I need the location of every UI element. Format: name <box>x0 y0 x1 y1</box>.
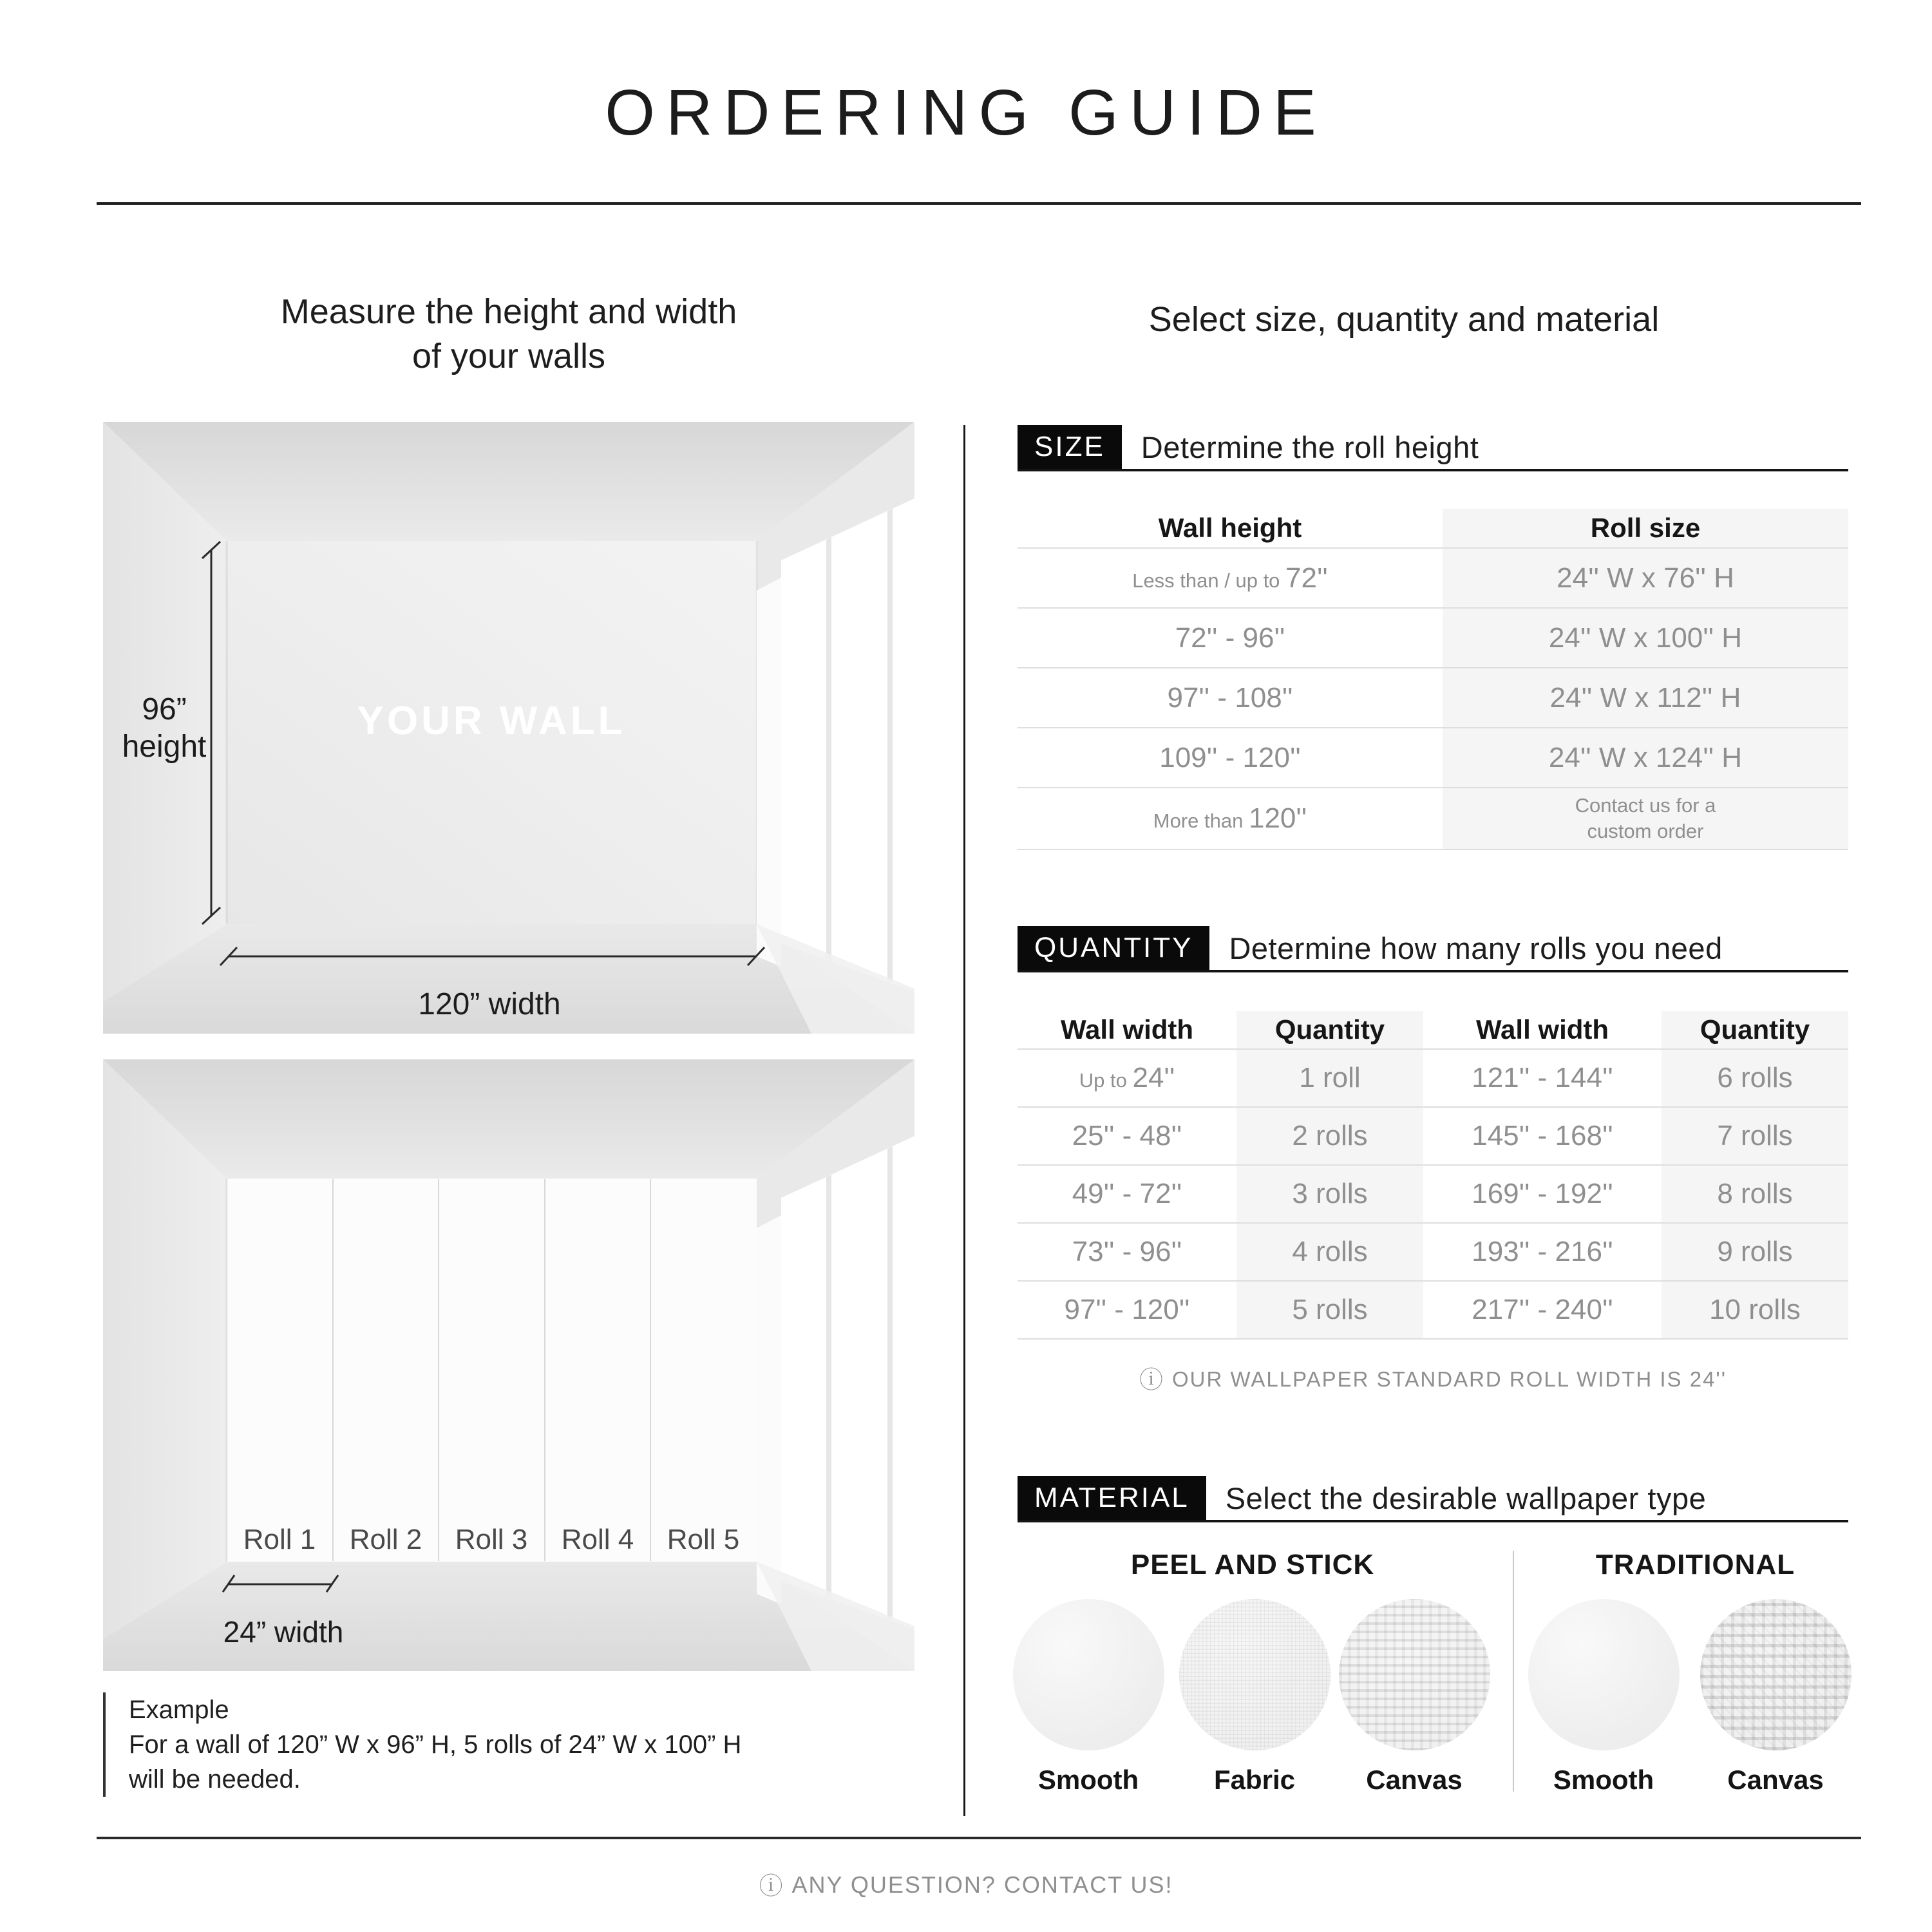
material-badge: MATERIAL <box>1018 1476 1206 1520</box>
window-frame <box>757 578 781 967</box>
window-mullion <box>826 537 831 961</box>
wallpapered-wall <box>227 1179 757 1562</box>
custom-order-line2: custom order <box>1587 820 1704 842</box>
swatch-peel-canvas <box>1339 1599 1490 1750</box>
size-badge: SIZE <box>1018 425 1122 469</box>
footer-text: ANY QUESTION? CONTACT US! <box>791 1871 1173 1898</box>
quantity-value: 4 rolls <box>1292 1236 1368 1267</box>
wall-height-value: 97'' - 108'' <box>1167 681 1293 714</box>
wall-width-value: 121'' - 144'' <box>1472 1062 1613 1094</box>
swatch-label-fabric: Fabric <box>1213 1765 1296 1795</box>
quantity-value: 8 rolls <box>1717 1178 1793 1209</box>
height-word-label: height <box>122 730 207 764</box>
wall-width-prefix: Up to <box>1079 1069 1133 1092</box>
quantity-value: 1 roll <box>1299 1062 1361 1094</box>
roll-label: Roll 3 <box>455 1524 528 1555</box>
quantity-table-row <box>1018 1224 1848 1282</box>
wall-width-value: 193'' - 216'' <box>1472 1236 1613 1267</box>
room-diagram-measure <box>103 422 914 1034</box>
col-header-roll-size: Roll size <box>1590 513 1701 543</box>
quantity-section-title: Determine how many rolls you need <box>1229 931 1723 965</box>
traditional-label: TRADITIONAL <box>1595 1549 1795 1580</box>
left-heading-line1: Measure the height and width <box>280 292 737 331</box>
example-line2: will be needed. <box>129 1765 301 1794</box>
right-column-heading: Select size, quantity and material <box>1148 300 1660 339</box>
wall-height-prefix: More than <box>1153 810 1249 832</box>
col-header-quantity: Quantity <box>1700 1014 1810 1045</box>
page-title: ORDERING GUIDE <box>605 77 1327 149</box>
quantity-table-row <box>1018 1166 1848 1224</box>
roll-label: Roll 1 <box>243 1524 316 1555</box>
material-section-header <box>1018 1476 1848 1522</box>
size-section-title: Determine the roll height <box>1141 430 1479 464</box>
quantity-value: 7 rolls <box>1717 1120 1793 1151</box>
wall-height-value: 109'' - 120'' <box>1159 741 1301 773</box>
wall-width-value: 25'' - 48'' <box>1072 1120 1182 1151</box>
left-column-heading <box>103 290 914 379</box>
peel-and-stick-label: PEEL AND STICK <box>1130 1549 1375 1580</box>
title-divider <box>97 202 1861 205</box>
wall-height-value: 120'' <box>1248 802 1307 834</box>
swatch-label-canvas-traditional: Canvas <box>1727 1765 1824 1795</box>
column-divider <box>963 425 965 1816</box>
swatch-traditional-canvas <box>1700 1599 1852 1750</box>
custom-order-line1: Contact us for a <box>1575 793 1716 817</box>
quantity-value: 6 rolls <box>1717 1062 1793 1094</box>
quantity-table-header-row <box>1018 1011 1848 1050</box>
size-table-row <box>1018 668 1848 728</box>
window-mullion <box>826 1175 831 1599</box>
info-icon: ⓘ <box>1139 1367 1164 1393</box>
room-diagram-rolls <box>103 1059 914 1671</box>
size-section-header <box>1018 425 1848 471</box>
swatch-label-canvas: Canvas <box>1366 1765 1463 1795</box>
example-line1: For a wall of 120” W x 96” H, 5 rolls of 24” W x 100” H <box>129 1730 742 1759</box>
info-icon: ⓘ <box>759 1873 784 1899</box>
window-glass <box>781 1136 914 1629</box>
window-mullion <box>887 509 893 983</box>
wall-width-value: 217'' - 240'' <box>1472 1294 1613 1325</box>
window-glass <box>781 498 914 992</box>
roll-size-value: 24'' W x 124'' H <box>1548 741 1743 773</box>
wall-width-value: 49'' - 72'' <box>1072 1178 1182 1209</box>
col-header-wall-width: Wall width <box>1060 1014 1194 1045</box>
window-frame <box>757 1215 781 1604</box>
footer-divider <box>97 1837 1861 1839</box>
window-mullion <box>887 1146 893 1621</box>
size-table <box>1018 509 1848 850</box>
quantity-table-row <box>1018 1282 1848 1340</box>
quantity-section-header <box>1018 926 1848 972</box>
roll-size-value: 24'' W x 76'' H <box>1557 562 1734 594</box>
size-table-row <box>1018 549 1848 609</box>
wall-height-value: 72'' <box>1285 562 1328 594</box>
note-text: OUR WALLPAPER STANDARD ROLL WIDTH IS 24'' <box>1171 1367 1727 1391</box>
quantity-badge: QUANTITY <box>1018 926 1209 970</box>
size-table-row <box>1018 728 1848 788</box>
wall-width-value: 169'' - 192'' <box>1472 1178 1613 1209</box>
swatch-peel-fabric <box>1179 1599 1331 1750</box>
width-label: 120” width <box>418 987 561 1021</box>
example-heading: Example <box>129 1696 229 1724</box>
left-heading-line2: of your walls <box>412 337 606 376</box>
wall-height-prefix: Less than / up to <box>1132 569 1286 592</box>
roll-size-value: 24'' W x 100'' H <box>1548 621 1743 654</box>
roll-label: Roll 5 <box>667 1524 740 1555</box>
roll-label: Roll 4 <box>561 1524 634 1555</box>
material-group-divider <box>1513 1551 1514 1792</box>
quantity-value: 10 rolls <box>1709 1294 1801 1325</box>
quantity-value: 2 rolls <box>1292 1120 1368 1151</box>
quantity-table <box>1018 1011 1848 1340</box>
size-table-row <box>1018 609 1848 668</box>
quantity-value: 5 rolls <box>1292 1294 1368 1325</box>
wall-width-value: 97'' - 120'' <box>1064 1294 1190 1325</box>
quantity-value: 3 rolls <box>1292 1178 1368 1209</box>
roll-label: Roll 2 <box>349 1524 422 1555</box>
swatch-traditional-smooth <box>1528 1599 1680 1750</box>
footer-contact <box>0 1866 1932 1901</box>
example-block <box>103 1692 902 1797</box>
quantity-table-row <box>1018 1050 1848 1108</box>
wall-width-value: 73'' - 96'' <box>1072 1236 1182 1267</box>
size-table-header-row <box>1018 509 1848 549</box>
wall-width-value: 145'' - 168'' <box>1472 1120 1613 1151</box>
quantity-value: 9 rolls <box>1717 1236 1793 1267</box>
roll-width-note <box>1018 1360 1848 1395</box>
quantity-table-row <box>1018 1108 1848 1166</box>
col-header-wall-height: Wall height <box>1158 513 1302 543</box>
col-header-wall-width: Wall width <box>1475 1014 1609 1045</box>
swatch-label-smooth-traditional: Smooth <box>1553 1765 1654 1795</box>
height-value-label: 96” <box>142 692 187 726</box>
your-wall-label: YOUR WALL <box>357 699 626 743</box>
roll-size-value: 24'' W x 112'' H <box>1549 681 1741 714</box>
material-section-title: Select the desirable wallpaper type <box>1225 1481 1707 1515</box>
wall-width-value: 24'' <box>1132 1062 1175 1094</box>
swatch-label-smooth: Smooth <box>1037 1765 1139 1795</box>
size-table-row <box>1018 788 1848 850</box>
roll-width-label: 24” width <box>223 1615 344 1649</box>
swatch-peel-smooth <box>1013 1599 1164 1750</box>
col-header-quantity: Quantity <box>1274 1014 1385 1045</box>
wall-height-value: 72'' - 96'' <box>1175 621 1285 654</box>
